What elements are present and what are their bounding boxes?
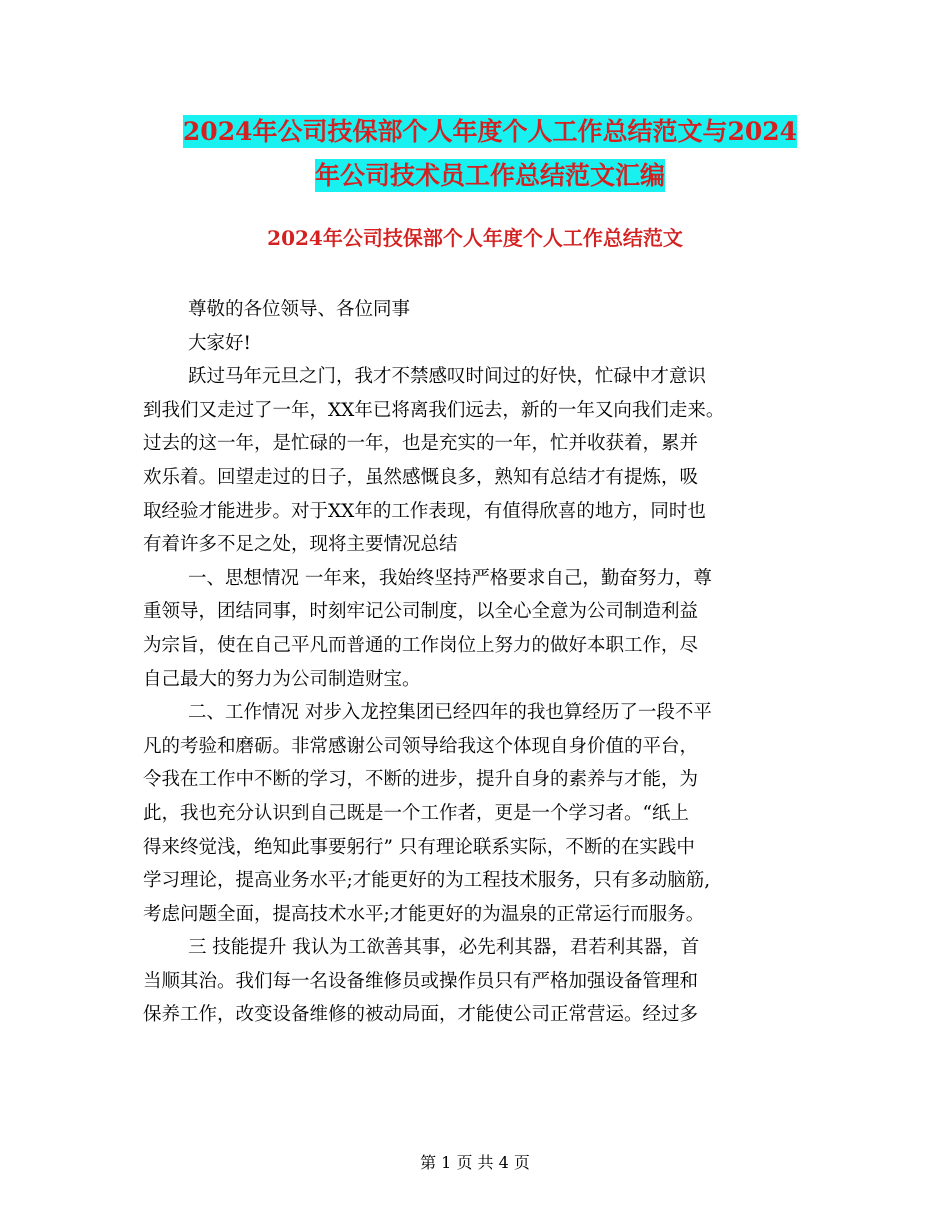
paragraph-line: 为宗旨，使在自己平凡而普通的工作岗位上努力的做好本职工作，尽 [143, 634, 699, 656]
paragraph-line: 欢乐着。回望走过的日子，虽然感慨良多，熟知有总结才有提炼，吸 [143, 466, 699, 488]
paragraph-line: 一、思想情况 一年来，我始终坚持严格要求自己，勤奋努力，尊 [188, 567, 712, 589]
paragraph-line: 保养工作，改变设备维修的被动局面，才能使公司正常营运。经过多 [143, 1004, 699, 1026]
greeting-line: 大家好! [188, 332, 251, 354]
paragraph-line: 三 技能提升 我认为工欲善其事，必先利其器，君若利其器，首 [188, 937, 700, 959]
paragraph-line: 有着许多不足之处，现将主要情况总结 [143, 534, 458, 556]
paragraph-line: 此，我也充分认识到自己既是一个工作者，更是一个学习者。“纸上 [143, 802, 689, 824]
document-body [143, 293, 818, 1032]
document-main-title [120, 110, 860, 198]
paragraph-line: 当顺其治。我们每一名设备维修员或操作员只有严格加强设备管理和 [143, 970, 699, 992]
paragraph-line: 自己最大的努力为公司制造财宝。 [143, 668, 421, 690]
paragraph-line: 凡的考验和磨砺。非常感谢公司领导给我这个体现自身价值的平台， [143, 735, 699, 757]
paragraph-line: 重领导，团结同事，时刻牢记公司制度，以全心全意为公司制造利益 [143, 601, 699, 623]
paragraph-line: 到我们又走过了一年，XX年已将离我们远去，新的一年又向我们走来。 [143, 399, 725, 421]
paragraph-line: 跃过马年元旦之门，我才不禁感叹时间过的好快，忙碌中才意识 [188, 366, 707, 388]
salutation-line: 尊敬的各位领导、各位同事 [188, 299, 411, 320]
section-title: 2024年公司技保部个人年度个人工作总结范文 [267, 226, 683, 250]
paragraph-line: 得来终觉浅，绝知此事要躬行” 只有理论联系实际，不断的在实践中 [143, 836, 695, 858]
page-footer: 第 1 页 共 4 页 [420, 1153, 530, 1172]
paragraph-line: 令我在工作中不断的学习，不断的进步，提升自身的素养与才能，为 [143, 769, 699, 791]
paragraph-line: 二、工作情况 对步入龙控集团已经四年的我也算经历了一段不平 [188, 702, 712, 724]
paragraph-line: 学习理论，提高业务水平;才能更好的为工程技术服务，只有多动脑筋, [143, 870, 711, 892]
paragraph-line: 取经验才能进步。对于XX年的工作表现，有值得欣喜的地方，同时也 [143, 500, 706, 522]
main-title-line-1: 2024年公司技保部个人年度个人工作总结范文与2024 [182, 117, 798, 146]
paragraph-line: 过去的这一年，是忙碌的一年，也是充实的一年，忙并收获着，累并 [143, 433, 699, 455]
paragraph-line: 考虑问题全面，提高技术水平;才能更好的为温泉的正常运行而服务。 [143, 903, 705, 925]
main-title-line-2: 年公司技术员工作总结范文汇编 [314, 161, 665, 190]
